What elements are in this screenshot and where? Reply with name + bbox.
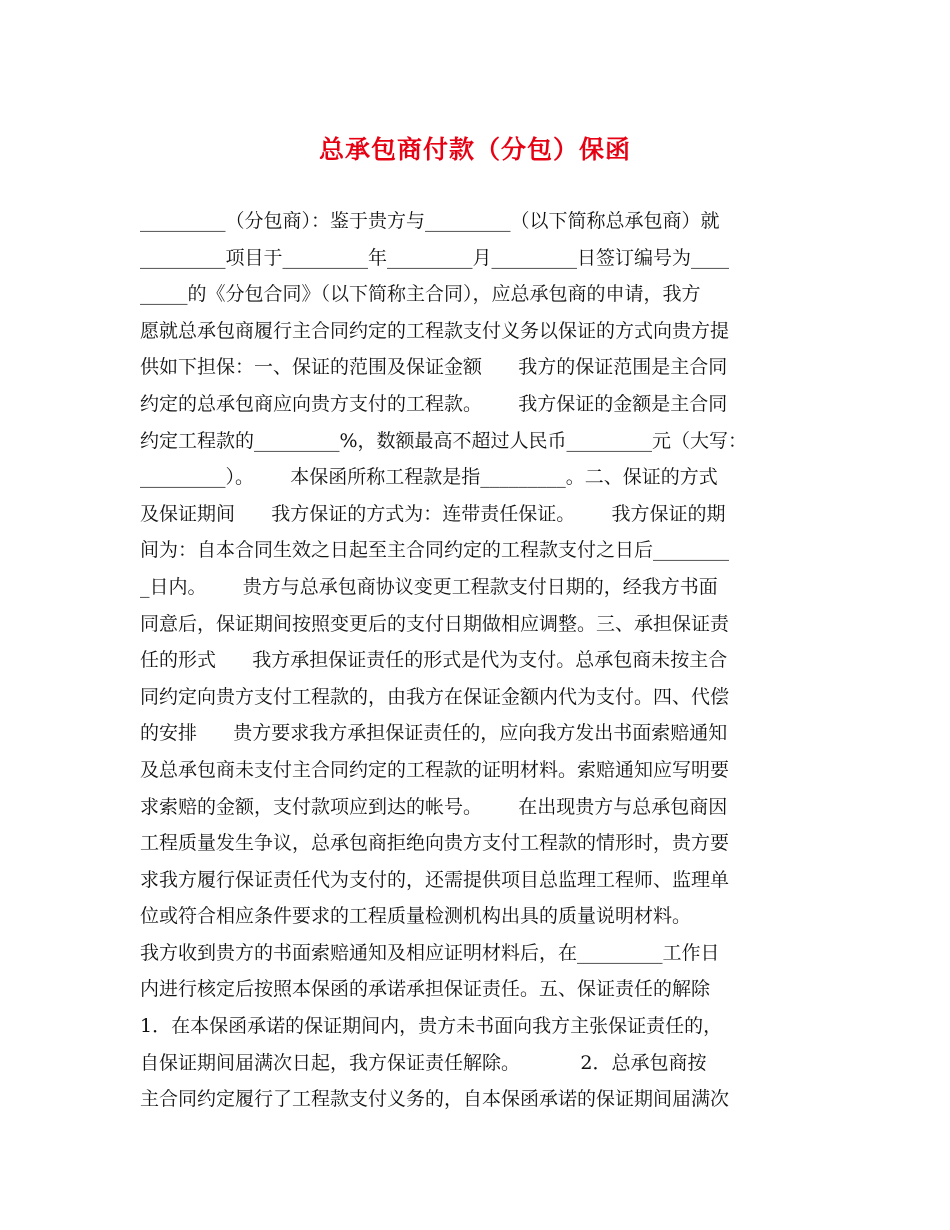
body-line: _________）。 本保函所称工程款是指_________。二、保证的方式 [140, 466, 718, 489]
body-line: 间为：自本合同生效之日起至主合同约定的工程款支付之日后________ [140, 539, 730, 562]
body-line: 1．在本保函承诺的保证期间内，贵方未书面向我方主张保证责任的， [140, 1015, 723, 1038]
body-line: 内进行核定后按照本保函的承诺承担保证责任。五、保证责任的解除 [140, 978, 711, 1001]
body-line: 任的形式 我方承担保证责任的形式是代为支付。总承包商未按主合 [140, 649, 728, 672]
body-line: 的安排 贵方要求我方承担保证责任的，应向我方发出书面索赔通知 [140, 722, 728, 745]
body-line: 及保证期间 我方保证的方式为：连带责任保证。 我方保证的期 [140, 502, 726, 525]
body-line: _________项目于_________年_________月_________日签订编号为____ [140, 246, 730, 269]
body-line: 供如下担保：一、保证的范围及保证金额 我方的保证范围是主合同 [140, 356, 728, 379]
body-line: 工程质量发生争议，总承包商拒绝向贵方支付工程款的情形时，贵方要 [140, 832, 730, 855]
body-line: 主合同约定履行了工程款支付义务的，自本保函承诺的保证期间届满次 [140, 1088, 730, 1111]
document-title: 总承包商付款（分包）保函 [318, 135, 631, 164]
document-body [140, 203, 812, 1118]
body-line: 同约定向贵方支付工程款的，由我方在保证金额内代为支付。四、代偿 [140, 685, 730, 708]
body-line: _日内。 贵方与总承包商协议变更工程款支付日期的，经我方书面 [140, 575, 718, 598]
body-line: 约定工程款的_________%，数额最高不超过人民币_________元（大写： [140, 429, 748, 452]
body-line: 愿就总承包商履行主合同约定的工程款支付义务以保证的方式向贵方提 [140, 319, 730, 342]
body-line: 及总承包商未支付主合同约定的工程款的证明材料。索赔通知应写明要 [140, 758, 730, 781]
body-line: 自保证期间届满次日起，我方保证责任解除。 2．总承包商按 [140, 1051, 707, 1074]
body-line: 同意后，保证期间按照变更后的支付日期做相应调整。三、承担保证责 [140, 612, 730, 635]
body-line: 求我方履行保证责任代为支付的，还需提供项目总监理工程师、监理单 [140, 868, 730, 891]
body-line: _________（分包商）：鉴于贵方与_________（以下简称总承包商）就 [140, 210, 720, 232]
body-line: _____的《分包合同》（以下简称主合同），应总承包商的申请，我方 [140, 283, 701, 306]
body-line: 我方收到贵方的书面索赔通知及相应证明材料后，在_________工作日 [140, 941, 720, 964]
body-line: 求索赔的金额，支付款项应到达的帐号。 在出现贵方与总承包商因 [140, 795, 728, 818]
body-line: 位或符合相应条件要求的工程质量检测机构出具的质量说明材料。 [140, 905, 692, 928]
body-line: 约定的总承包商应向贵方支付的工程款。 我方保证的金额是主合同 [140, 392, 728, 415]
